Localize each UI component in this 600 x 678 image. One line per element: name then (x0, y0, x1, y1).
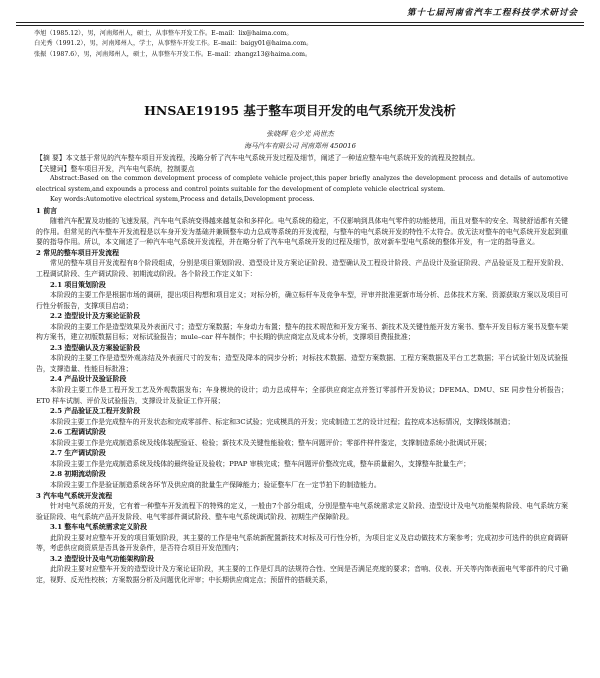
author-note: 李旭（1985.12），男，河南郑州人，硕士，从事整车开发工作。E–mail：lix@haima.com。 (34, 30, 293, 37)
body-paragraph: 常见的整车项目开发流程有8个阶段组成，分别是项目策划阶段、造型设计及方案论证阶段、造型确认及工程设计阶段、产品设计及验证阶段、产品验证及工程开发阶段、工程调试阶段、生产调试阶段、初期流动阶段。各个阶段工作定义如下： (36, 259, 568, 279)
body-paragraph: 本阶段的主要工作是造型效果及外表面尺寸；造型方案数据；车身动力布置；整车的技术规范和开发方案书、新技术及关键性能开发方案书、整车开发目标方案书及整车架构方案书，建立初版数据目标；对标试验报告；mule–car 样车制作；中长期的供应商定点及成本分析，支撑项目费报批准； (36, 322, 568, 342)
body-paragraph: 本阶段主要工作是工程开发工艺及外观数据发布；车身模块的设计；动力总成样车；全部供应商定点并签订零部件开发协议；DFEMA、DMU、SE 同步性分析报告；ET0 样车试制、评价及试验报告，支撑设计及验证工作开展； (36, 386, 568, 405)
paper-title: HNSAE19195 基于整车项目开发的电气系统开发浅析 (144, 103, 456, 118)
subsection-heading: 2.3 造型确认及方案验证阶段 (50, 343, 141, 352)
body-paragraph: 本阶段主要工作是完成制造系统及线体的最终验证及验收；PPAP 审核完成；整车问题评价整改完成，整车质量耐久，支撑整车批量生产； (50, 459, 471, 468)
header-rule-thin (16, 25, 584, 26)
section-heading: 3 汽车电气系统开发流程 (36, 491, 113, 500)
subsection-heading: 2.2 造型设计及方案论证阶段 (50, 312, 141, 321)
abstract-cn: 【摘 要】本文基于常见的汽车整车项目开发流程，浅略分析了汽车电气系统开发过程及细节，阐述了一种适应整车电气系统开发的流程及控制点。 (36, 154, 480, 162)
body-paragraph: 此阶段主要对应整车开发的项目策划阶段，其主要的工作是电气系统新配置新技术对标及可行性分析，为项目定义及启动做技术方案参考；完成初步可选件的供应商调研等，考虑供应商资质是否具备开发条件，是否符合项目开发范围内； (36, 533, 568, 553)
body-paragraph: 本阶段主要工作是完成制造系统及线体装配验证、检验；新技术及关键性能验收；整车问题评价；零部件样件鉴定，支撑制造系统小批调试开展； (50, 438, 491, 447)
body-paragraph: 此阶段主要对应整车开发的造型设计及方案论证阶段，其主要的工作是灯具的法规符合性、空间是否满足亮度的要求；音响、仪表、开关等内饰表面电气零部件的尺寸确定，视野、反光性校核；方案数据分析及问题优化评审；中长期供应商定点；预留件的搭载关系， (36, 565, 568, 584)
body-paragraph: 本阶段的主要工作是根据市场的调研，提出项目构想和项目定义；对标分析，确立标杆车及竞争车型，评审并批准更新市场分析、总体技术方案、资源获取方案以及项目可行性分析报告，支撑项目启动； (36, 291, 568, 310)
section-heading: 2 常见的整车项目开发流程 (36, 248, 119, 257)
journal-header: 第十七届河南省汽车工程科技学术研讨会 (406, 8, 578, 18)
subsection-heading: 3.1 整车电气系统需求定义阶段 (50, 523, 148, 532)
body-paragraph: 针对电气系统的开发，它有着一种整车开发流程下的特殊的定义，一般由7个部分组成，分别是整车电气系统需求定义阶段、造型设计及电气功能架构阶段、电气系统方案验证阶段、电气系统产品开发阶段、电气零部件调试阶段、整车电气系统调试阶段、初期生产保障阶段。 (36, 502, 568, 521)
body-paragraph: 本阶段的主要工作是造型外观冻结及外表面尺寸的发布；造型及降本的同步分析；对标技术数据、造型方案数据、工程方案数据及平台工艺数据；平台试验计划及试验报告，支撑造量、性能目标批准； (36, 354, 568, 373)
body-paragraph: 本阶段主要工作是验证制造系统各环节及供应商的批量生产保障能力；验证整车厂在一定节拍下的制造能力。 (50, 480, 381, 489)
abstract-en: Abstract:Based on the common development process of complete vehicle project,this paper briefly analyzes the development process and details of automotive electrical system,and expounds a process and control points suitable for the development of complete vehicle electrical system. (36, 175, 568, 193)
paper-affiliation: 海马汽车有限公司 河南郑州 450016 (244, 142, 356, 150)
body-paragraph: 本阶段主要工作是完成整车的开发状态和完成零部件、标定和3C试验；完成模具的开发；完成制造工艺的设计过程；监控成本达标情况，支撑线体制造； (50, 417, 515, 426)
subsection-heading: 2.6 工程调试阶段 (50, 428, 106, 437)
keywords-cn: 【关键词】整车项目开发，汽车电气系统，控制要点 (36, 164, 195, 173)
author-note: 白光秀（1991.2），男，河南郑州人，学士，从事整车开发工作。E–mail：baigy01@haima.com。 (34, 40, 313, 48)
paper-body (36, 153, 568, 585)
header-rule (16, 22, 584, 23)
paper-byline: 张晓辉 危少光 尚世杰 (266, 130, 334, 138)
subsection-heading: 2.5 产品验证及工程开发阶段 (50, 407, 141, 416)
keywords-en: Key words:Automotive electrical system,Process and details,Development process. (50, 196, 315, 204)
subsection-heading: 2.1 项目策划阶段 (50, 280, 106, 289)
subsection-heading: 2.7 生产调试阶段 (50, 449, 106, 458)
subsection-heading: 2.8 初期流动阶段 (50, 470, 106, 479)
subsection-heading: 2.4 产品设计及验证阶段 (50, 375, 127, 384)
author-notes (34, 29, 564, 60)
body-paragraph: 随着汽车配置及功能的飞速发展，汽车电气系统变得越来越复杂和多样化。电气系统的稳定，不仅影响到具体电气零件的功能使用，而且对整车的安全、驾驶舒适都有关键的作用。但常见的汽车整车开发流程是以车身开发为基础并兼顾整车动力总成等系统的开发流程，与整车的电气系统开发的特性不太符合。放无法对整车的电气系统开发起到重要的指导作用。所以，本文阐述了一种汽车电气系统开发流程，并在略分析了汽车电气系统开发的过程及细节，放对新车型电气系统的整体开发，有一定的指导意义。 (36, 217, 568, 247)
author-note: 张振（1987.6），男，河南郑州人，硕士，从事整车开发工作。E–mail：zhangz13@haima.com。 (34, 50, 312, 58)
subsection-heading: 3.2 造型设计及电气功能架构阶段 (50, 554, 154, 563)
section-heading: 1 前言 (36, 206, 57, 215)
